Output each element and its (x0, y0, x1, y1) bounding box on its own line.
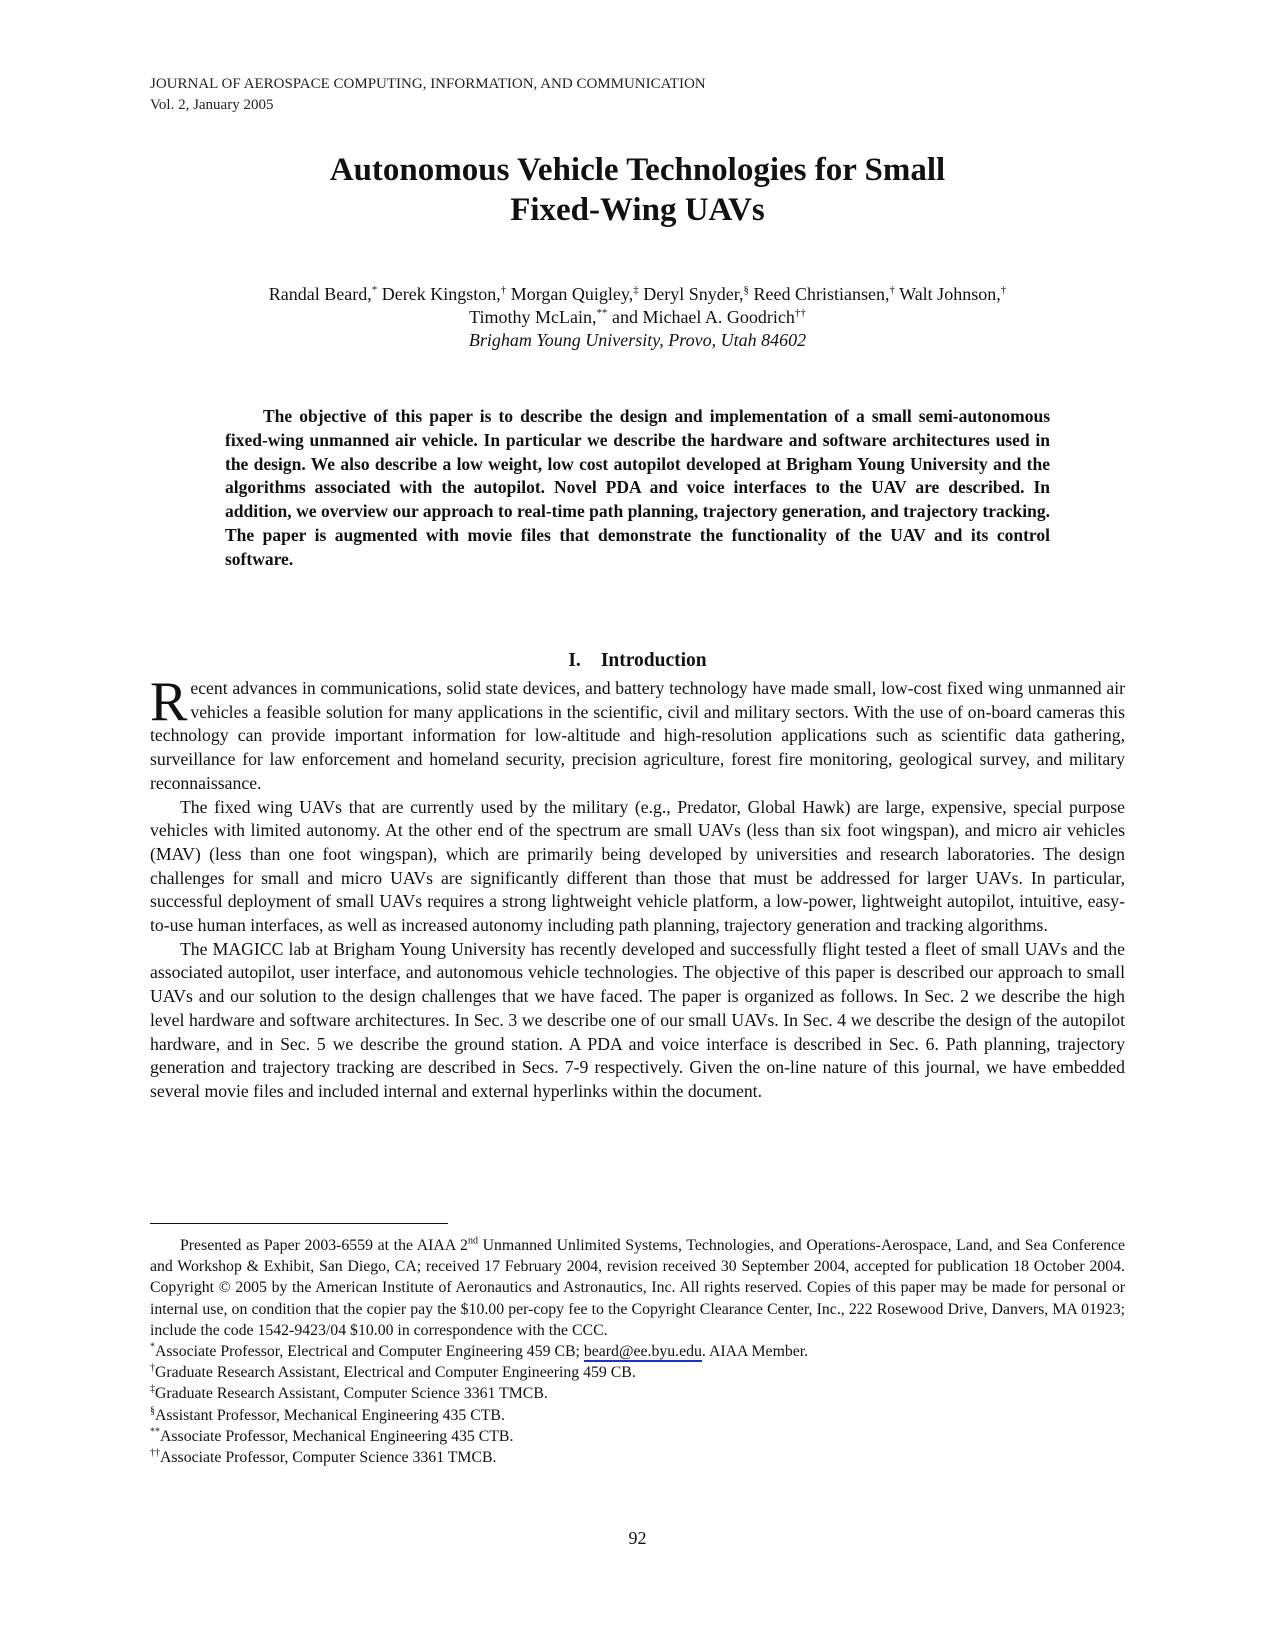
footnote (150, 1447, 1125, 1468)
email-link[interactable]: beard@ee.byu.edu (583, 1343, 702, 1361)
section-heading (150, 649, 1125, 673)
introduction-body (150, 671, 1125, 1104)
drop-cap: R (150, 671, 188, 733)
author-name: Reed Christiansen, (748, 284, 890, 304)
footnote-text: Associate Professor, Electrical and Computer Engineering 459 CB; (155, 1343, 584, 1361)
paragraph: The MAGICC lab at Brigham Young University has recently developed and successfully flight tested a fleet of small UAVs and the associated autopilot, user interface, and autonomous vehicle technologies. The objective of this paper is described our approach to small UAVs and our solution to the design challenges that we have faced. The paper is organized as follows. In Sec. 2 we describe the high level hardware and software architectures. In Sec. 3 we describe one of our small UAVs. In Sec. 4 we describe the design of the autopilot hardware, and in Sec. 5 we describe the ground station. A PDA and voice interface is described in Sec. 6. Path planning, trajectory generation and trajectory tracking are described in Secs. 7-9 respectively. Given the on-line nature of this journal, we have embedded several movie files and included internal and external hyperlinks within the document. (150, 938, 1125, 1101)
author-footnote-mark: † (889, 284, 895, 296)
author-footnote-mark: † (1000, 284, 1007, 296)
footnote-mark: ** (150, 1426, 160, 1438)
title-line-2: Fixed-Wing UAVs (510, 192, 765, 228)
footnote-mark: * (150, 1341, 155, 1353)
footnote-text: Assistant Professor, Mechanical Engineering 435 CTB. (155, 1406, 505, 1424)
section-number: I. (568, 650, 581, 671)
section-title: Introduction (600, 650, 707, 671)
footnote (150, 1383, 1125, 1404)
footnote (150, 1341, 1125, 1362)
paper-title (150, 150, 1125, 230)
footnote-text: . AIAA Member. (701, 1343, 809, 1361)
page-number: 92 (628, 1528, 647, 1548)
author-name: Derek Kingston, (377, 284, 501, 304)
author-footnote-mark: * (371, 284, 378, 296)
author-footnote-mark: †† (794, 307, 806, 319)
affiliation: Brigham Young University, Provo, Utah 84602 (468, 330, 807, 350)
footnote (150, 1362, 1125, 1383)
ordinal-suffix: nd (467, 1235, 478, 1247)
footnote-text: Unmanned Unlimited Systems, Technologies, and Operations-Aerospace, Land, and Sea Conference and Workshop & Exhibit, San Diego, CA; received 17 February 2004, revision received 30 September 2004, accepted for publication 18 October 2004. Copyright © 2005 by the American Institute of Aeronautics and Astronautics, Inc. All rights reserved. Copies of this paper may be made for personal or internal use, on condition that the copier pay the $10.00 per-copy fee to the Copyright Clearance Center, Inc., 222 Rosewood Drive, Danvers, MA 01923; include the code 1542-9423/04 $10.00 in correspondence with the CCC. (150, 1237, 1125, 1339)
author-name: Randal Beard, (268, 284, 372, 304)
footnote-mark: †† (150, 1447, 160, 1459)
journal-header (150, 74, 706, 116)
author-footnote-mark: † (500, 284, 507, 296)
abstract: The objective of this paper is to describe the design and implementation of a small semi-autonomous fixed-wing unmanned air vehicle. In particular we describe the hardware and software architectures used in the design. We also describe a low weight, low cost autopilot developed at Brigham Young University and the algorithms associated with the autopilot. Novel PDA and voice interfaces to the UAV are described. In addition, we overview our approach to real-time path planning, trajectory generation, and trajectory tracking. The paper is augmented with movie files that demonstrate the functionality of the UAV and its control software. (225, 406, 1050, 569)
paragraph-text: ecent advances in communications, solid state devices, and battery technology have made small, low-cost fixed wing unmanned air vehicles a feasible solution for many applications in the scientific, civil and military sectors. With the use of on-board cameras this technology can provide important information for low-altitude and high-resolution applications such as scientific data gathering, surveillance for law enforcement and homeland security, precision agriculture, forest fire monitoring, geological survey, and military reconnaissance. (150, 678, 1125, 793)
author-footnote-mark: ** (596, 307, 608, 319)
footnote-text: Graduate Research Assistant, Electrical and Computer Engineering 459 CB. (155, 1364, 636, 1382)
author-footnote-mark: ‡ (633, 284, 639, 296)
footnote-presentation (150, 1235, 1125, 1341)
journal-volume: Vol. 2, January 2005 (150, 97, 274, 113)
footnote (150, 1426, 1125, 1447)
footnote-mark: § (150, 1405, 155, 1417)
author-name: Walt Johnson, (894, 284, 1001, 304)
journal-name: JOURNAL OF AEROSPACE COMPUTING, INFORMATION, AND COMMUNICATION (150, 76, 706, 92)
footnote-text: Graduate Research Assistant, Computer Science 3361 TMCB. (155, 1385, 548, 1403)
paragraph (150, 671, 1125, 796)
author-footnote-mark: § (743, 284, 749, 296)
author-name: Timothy McLain, (469, 307, 597, 327)
paragraph: The fixed wing UAVs that are currently used by the military (e.g., Predator, Global Hawk) are large, expensive, special purpose vehicles with limited autonomy. At the other end of the spectrum are small UAVs (less than six foot wingspan), and micro air vehicles (MAV) (less than one foot wingspan), which are primarily being developed by universities and research laboratories. The design challenges for small and micro UAVs are significantly different than those that must be addressed for larger UAVs. In particular, successful deployment of small UAVs requires a strong lightweight vehicle platform, a low-power, lightweight autopilot, intuitive, easy-to-use human interfaces, as well as increased autonomy including path planning, trajectory generation and tracking algorithms. (150, 796, 1125, 936)
footnote-text: Associate Professor, Computer Science 3361 TMCB. (160, 1449, 497, 1467)
author-name: Morgan Quigley, (506, 284, 634, 304)
author-name: and Michael A. Goodrich (607, 307, 795, 327)
author-list (150, 283, 1125, 352)
footnote-text: Presented as Paper 2003-6559 at the AIAA 2 (180, 1237, 468, 1254)
footnote (150, 1405, 1125, 1426)
footnotes (150, 1235, 1125, 1468)
footnote-divider (150, 1223, 448, 1224)
footnote-mark: † (150, 1362, 155, 1374)
title-line-1: Autonomous Vehicle Technologies for Small (329, 152, 946, 188)
footnote-text: Associate Professor, Mechanical Engineering 435 CTB. (160, 1427, 514, 1445)
footnote-mark: ‡ (150, 1384, 155, 1396)
author-name: Deryl Snyder, (638, 284, 744, 304)
